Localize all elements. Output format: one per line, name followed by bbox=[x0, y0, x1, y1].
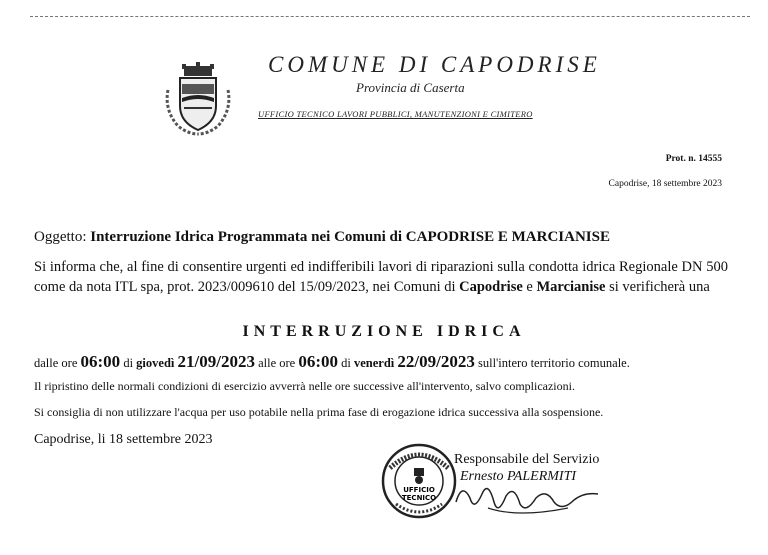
di-label-1: di bbox=[123, 356, 134, 370]
closing-place-date: Capodrise, li 18 settembre 2023 bbox=[34, 432, 213, 447]
place-date: Capodrise, 18 settembre 2023 bbox=[608, 179, 722, 189]
coat-of-arms-icon bbox=[158, 60, 238, 140]
start-date: 21/09/2023 bbox=[177, 352, 255, 371]
intro-conj: e bbox=[522, 278, 537, 295]
intro-paragraph bbox=[34, 258, 728, 297]
subject-label: Oggetto: bbox=[34, 229, 87, 245]
province-label: Provincia di Caserta bbox=[356, 80, 465, 95]
end-day: venerdì bbox=[354, 356, 395, 370]
di-label-2: di bbox=[341, 356, 351, 370]
subject-text: Interruzione Idrica Programmata nei Comuni di CAPODRISE E MARCIANISE bbox=[90, 229, 610, 245]
town-1: Capodrise bbox=[459, 278, 523, 295]
subject-line bbox=[34, 229, 610, 246]
town-2: Marcianise bbox=[536, 278, 606, 295]
signature-icon bbox=[448, 472, 608, 522]
office-label: UFFICIO TECNICO LAVORI PUBBLICI, MANUTENZIONI E CIMITERO bbox=[258, 109, 533, 119]
from-label: dalle ore bbox=[34, 356, 78, 370]
signatory-role: Responsabile del Servizio bbox=[454, 452, 600, 467]
end-time: 06:00 bbox=[298, 352, 339, 371]
start-day: giovedì bbox=[136, 356, 175, 370]
top-rule bbox=[30, 16, 750, 17]
scope-label: sull'intero territorio comunale. bbox=[477, 356, 630, 370]
schedule-line bbox=[34, 352, 630, 372]
office-stamp-icon bbox=[380, 442, 458, 520]
note-restore: Il ripristino delle normali condizioni di esercizio avverrà nelle ore successive all'intervento, salvo complicazioni. bbox=[34, 379, 575, 393]
to-label: alle ore bbox=[258, 356, 296, 370]
signatory-name: Ernesto PALERMITI bbox=[460, 469, 577, 484]
interruption-banner: INTERRUZIONE IDRICA bbox=[242, 323, 526, 340]
note-advice: Si consiglia di non utilizzare l'acqua per uso potabile nella prima fase di erogazione idrica successiva alla sospensione. bbox=[34, 405, 604, 419]
municipality-title: COMUNE DI CAPODRISE bbox=[268, 52, 601, 77]
protocol-number: Prot. n. 14555 bbox=[665, 154, 722, 164]
intro-text-1: Si informa che, al fine di consentire urgenti ed indifferibili lavori di riparazioni sulla condotta idrica Regionale DN 500 come da nota ITL spa, prot. 2023/009610 del 15/09/2023, nei Comuni di bbox=[34, 259, 728, 295]
stamp-line-3: TECNICO bbox=[401, 494, 437, 502]
start-time: 06:00 bbox=[80, 352, 121, 371]
intro-text-2: si verificherà una bbox=[605, 278, 710, 295]
end-date: 22/09/2023 bbox=[397, 352, 475, 371]
stamp-line-2: UFFICIO bbox=[403, 486, 435, 494]
